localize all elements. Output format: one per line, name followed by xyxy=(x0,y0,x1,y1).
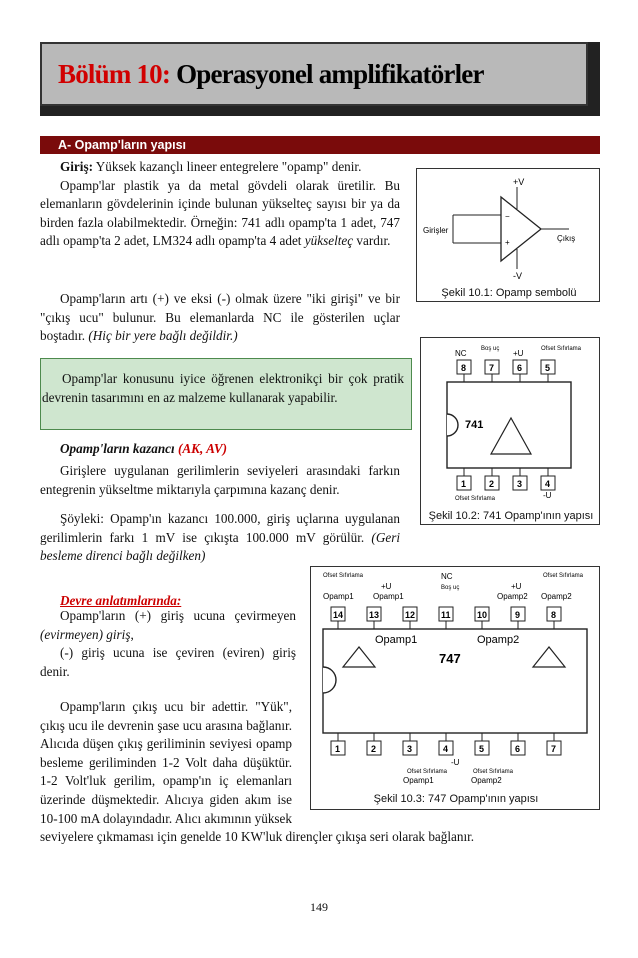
plus-u1-label: +U xyxy=(381,582,392,591)
figure-10-3-caption: Şekil 10.3: 747 Opamp'ının yapısı xyxy=(373,793,539,805)
chip741-pin-5: 5 xyxy=(545,363,551,373)
bos-747-label: Boş uç xyxy=(441,585,460,591)
chip747-pin-12: 12 xyxy=(405,610,416,620)
example-text: Şöyleki: Opamp'ın kazancı 100.000, giriş uçlarına uygulanan gerilimlerin farkı 1 mV ise çıkışta 100.000 mV görülür. xyxy=(40,511,400,545)
chip747-pin-13: 13 xyxy=(369,610,380,620)
chip-741-label: 741 xyxy=(465,419,484,431)
chip741-pin-6: 6 xyxy=(517,363,523,373)
chapter-header xyxy=(40,42,600,116)
plus-v-label: +V xyxy=(513,177,525,187)
ofset1-bottom-label: Ofset Sıfırlama xyxy=(407,769,448,775)
plus-u2-sub: Opamp2 xyxy=(497,592,528,601)
gain-symbol: (AK, AV) xyxy=(177,441,228,456)
minus-v-label: -V xyxy=(513,271,522,281)
paragraph-example xyxy=(40,510,400,566)
figure-10-2-caption: Şekil 10.2: 741 Opamp'ının yapısı xyxy=(428,510,594,522)
chip747-pin-14: 14 xyxy=(333,610,344,620)
plus-u-label: +U xyxy=(513,349,524,358)
nc-label: NC xyxy=(455,349,467,358)
ofset1-top-sub: Opamp1 xyxy=(323,592,354,601)
chapter-title: Operasyonel amplifikatörler xyxy=(176,58,484,89)
minus-u-label: -U xyxy=(543,491,552,500)
figure-747 xyxy=(310,566,600,810)
chip741-pin-2: 2 xyxy=(489,479,495,489)
paragraph-minus-input: (-) giriş ucuna ise çeviren (eviren) giriş denir. xyxy=(40,645,296,679)
gain-heading xyxy=(60,440,400,459)
body-end: vardır. xyxy=(353,233,391,249)
figure-741 xyxy=(420,337,600,525)
chapter-header-box xyxy=(40,42,588,106)
body-italic: yükselteç xyxy=(304,233,354,249)
opamp2-label: Opamp2 xyxy=(477,634,520,646)
nc-747-label: NC xyxy=(441,572,453,581)
chip741-pin-8: 8 xyxy=(461,363,467,373)
plus-u1-sub: Opamp1 xyxy=(373,592,404,601)
plus-sign-icon: + xyxy=(505,238,510,247)
opamp1-label: Opamp1 xyxy=(375,634,418,646)
gain-title: Opamp'ların kazancı xyxy=(60,441,178,456)
ofset1-bottom-sub: Opamp1 xyxy=(403,776,434,785)
chip747-pin-6: 6 xyxy=(515,744,521,754)
bos-label: Boş uç xyxy=(481,346,500,352)
paragraph-giris xyxy=(40,158,400,177)
ofset-bottom-label: Ofset Sıfırlama xyxy=(455,496,496,502)
plus-u2-label: +U xyxy=(511,582,522,591)
plus-input-end: , xyxy=(130,626,134,642)
paragraph-plus-input xyxy=(40,607,296,644)
ofset2-top-sub: Opamp2 xyxy=(541,592,572,601)
inputs-text: Opamp'ların artı (+) ve eksi (-) olmak üzere "iki girişi" ve bir "çıkış ucu" bulunur. Bu elemanlarda NC ile gösterilen uçlar boştadır. xyxy=(40,291,400,344)
ofset-top-label: Ofset Sıfırlama xyxy=(541,346,582,352)
inputs-label: Girişler xyxy=(423,226,449,235)
giris-text: Yüksek kazançlı lineer entegrelere "opamp" denir. xyxy=(92,159,362,174)
figure-10-1-caption: Şekil 10.1: Opamp sembolü xyxy=(441,287,577,299)
chip-747-label: 747 xyxy=(439,651,461,666)
chip747-pin-8: 8 xyxy=(551,610,557,620)
opamp-symbol-drawing xyxy=(417,169,599,281)
intro-text xyxy=(40,158,400,251)
chip747-pin-4: 4 xyxy=(443,744,449,754)
chip747-pin-5: 5 xyxy=(479,744,485,754)
chip747-pin-11: 11 xyxy=(441,610,451,620)
ofset2-bottom-label: Ofset Sıfırlama xyxy=(473,769,514,775)
plus-input-text: Opamp'ların (+) giriş ucuna çevirmeyen xyxy=(60,608,296,623)
minus-sign-icon: − xyxy=(505,212,510,221)
chip741-pin-1: 1 xyxy=(461,479,467,489)
ofset2-top-label: Ofset Sıfırlama xyxy=(543,573,584,579)
paragraph-inputs xyxy=(40,290,400,346)
chip741-pin-3: 3 xyxy=(517,479,523,489)
page-number: 149 xyxy=(310,900,328,914)
giris-lead: Giriş: xyxy=(60,159,93,174)
chip747-pin-1: 1 xyxy=(335,744,341,754)
chip-741-drawing xyxy=(421,338,599,508)
chip747-pin-10: 10 xyxy=(477,610,488,620)
output-text: Opamp'ların çıkış ucu bir adettir. "Yük", çıkış ucu ile devrenin şase ucu arasına bağlanır. Alıcıda düşen çıkış geriliminin seviyesi opamp besleme geriliminden 1-2 Volt daha düşüktür. 1-2 Volt'luk gerilim, opamp'ın iç elemanları üzerinde düşmektedir. Alıcıya giden akım ise 10-100 mA dolayındadır. Alıcı akımının yüksek seviyelere çıkmaması için genelde 10 KW'luk dirençler çıkışa seri olarak bağlanır. xyxy=(40,699,475,845)
note-text: Opamp'lar konusunu iyice öğrenen elektronikçi bir çok pratik devrenin tasarımını en az malzeme kullanarak yapabilir. xyxy=(42,371,404,405)
plus-input-italic: (evirmeyen) giriş xyxy=(40,626,131,642)
output-label: Çıkış xyxy=(557,234,576,243)
example-italic: (Geri besleme direnci bağlı değilken) xyxy=(40,529,400,564)
chip741-pin-4: 4 xyxy=(545,479,551,489)
paragraph-body xyxy=(40,177,400,251)
chip747-pin-3: 3 xyxy=(407,744,413,754)
ofset1-top-label: Ofset Sıfırlama xyxy=(323,573,364,579)
chip747-pin-9: 9 xyxy=(515,610,521,620)
chapter-number: Bölüm 10: xyxy=(58,58,171,89)
chip741-pin-7: 7 xyxy=(489,363,495,373)
ofset2-bottom-sub: Opamp2 xyxy=(471,776,502,785)
minus-u-747-label: -U xyxy=(451,758,460,767)
paragraph-gain: Girişlere uygulanan gerilimlerin seviyeleri arasındaki farkın entegrenin yükseltme miktarıyla çarpımına kazanç denir. xyxy=(40,463,400,497)
chip747-pin-2: 2 xyxy=(371,744,377,754)
chip747-pin-7: 7 xyxy=(551,744,557,754)
figure-opamp-symbol xyxy=(416,168,600,302)
chip-747-drawing xyxy=(311,567,599,789)
devre-title: Devre anlatımlarında: xyxy=(60,593,182,608)
inputs-italic: (Hiç bir yere bağlı değildir.) xyxy=(88,328,238,344)
body-text: Opamp'lar plastik ya da metal gövdeli olarak üretilir. Bu elemanların gövdelerinin içinde bulunan yükselteç sayısı bir ya da birden fazla olabilmektedir. Örneğin: 741 adlı opamp'ta 1 adet, 747 adlı opamp'ta 2 adet, LM324 adlı opamp'ta 4 adet xyxy=(40,177,400,249)
section-heading-a: A- Opamp'ların yapısı xyxy=(40,136,600,154)
